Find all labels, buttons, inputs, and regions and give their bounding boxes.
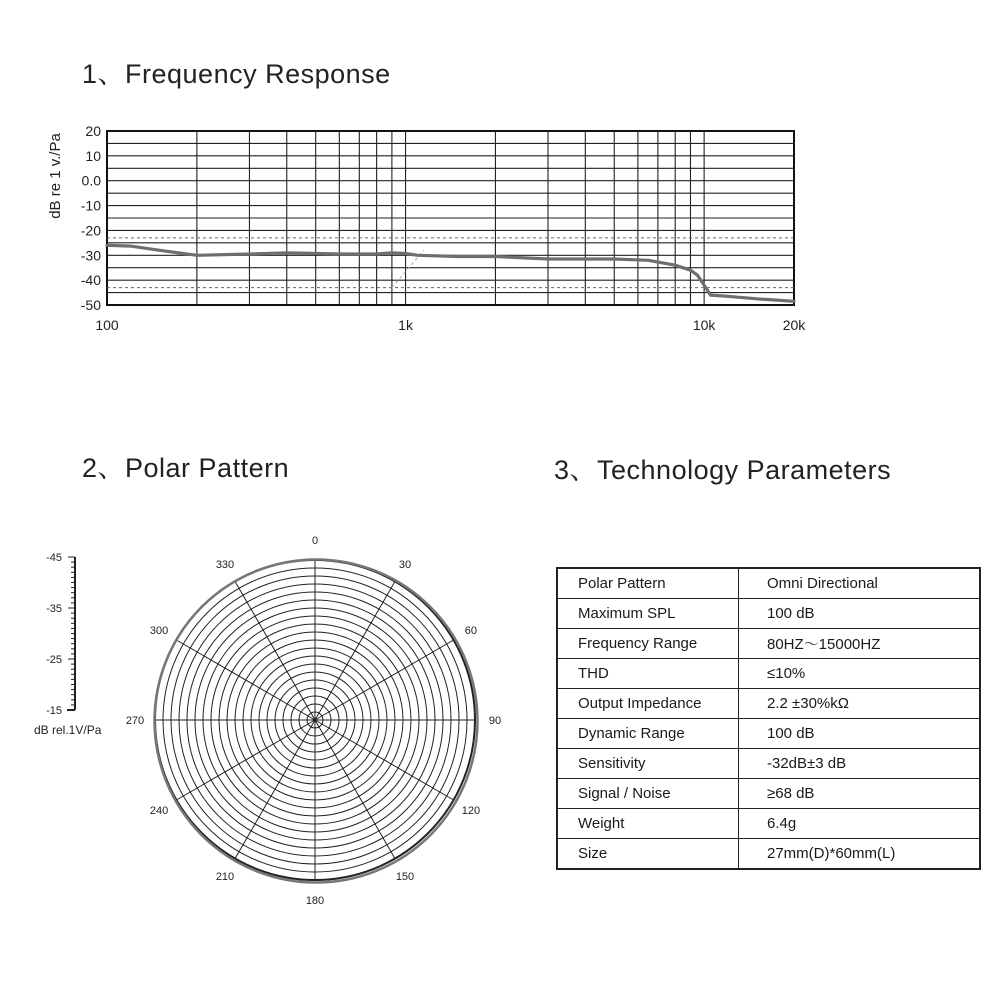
parameter-value: 6.4g (739, 809, 981, 839)
parameter-value: 100 dB (739, 719, 981, 749)
polar-spoke (235, 720, 315, 859)
parameter-value: ≤10% (739, 659, 981, 689)
scale-tick-label: -45 (46, 552, 62, 564)
x-tick-label: 10k (692, 317, 716, 333)
y-tick-label: -10 (80, 197, 101, 214)
parameter-label: Size (557, 839, 739, 870)
polar-spoke (315, 640, 454, 720)
scale-unit-label: dB rel.1V/Pa (34, 723, 102, 737)
parameter-label: Sensitivity (557, 749, 739, 779)
parameter-row (557, 719, 980, 749)
technology-parameters-title: 3、Technology Parameters (554, 455, 892, 485)
parameter-row (557, 659, 980, 689)
parameter-row (557, 689, 980, 719)
parameter-row (557, 839, 980, 870)
polar-spoke (315, 581, 395, 720)
polar-spoke (176, 720, 315, 800)
parameter-value: 80HZ～15000HZ (739, 629, 981, 659)
y-tick-label: -20 (80, 222, 101, 239)
y-tick-label: 10 (85, 147, 101, 164)
polar-spoke (315, 720, 395, 859)
polar-angle-label: 90 (488, 715, 502, 727)
polar-spoke (235, 581, 315, 720)
polar-angle-label: 120 (461, 805, 481, 817)
y-tick-label: -30 (80, 247, 101, 264)
polar-pattern-title: 2、Polar Pattern (82, 453, 290, 483)
polar-angle-label: 180 (305, 895, 325, 907)
polar-angle-label: 240 (149, 805, 169, 817)
frequency-response-chart (0, 0, 1000, 360)
frequency-response-title: 1、Frequency Response (82, 59, 391, 89)
parameter-label: Maximum SPL (557, 599, 739, 629)
parameter-label: Output Impedance (557, 689, 739, 719)
parameter-label: Frequency Range (557, 629, 739, 659)
parameter-row (557, 809, 980, 839)
parameter-label: Dynamic Range (557, 719, 739, 749)
parameter-row (557, 629, 980, 659)
polar-angle-label: 30 (398, 559, 412, 572)
parameter-label: Polar Pattern (557, 568, 739, 599)
parameter-row (557, 779, 980, 809)
scale-tick-label: -15 (46, 705, 62, 717)
polar-pattern-chart (0, 530, 540, 920)
scale-tick-label: -25 (46, 654, 62, 666)
polar-angle-label: 0 (311, 535, 319, 547)
parameter-value: Omni Directional (739, 568, 981, 599)
scale-tick-label: -35 (46, 603, 62, 615)
polar-angle-label: 150 (395, 870, 415, 883)
polar-angle-label: 60 (464, 625, 478, 637)
x-tick-label: 100 (95, 317, 119, 333)
parameter-row (557, 749, 980, 779)
x-tick-label: 1k (398, 317, 413, 333)
parameter-value: 2.2 ±30%kΩ (739, 689, 981, 719)
polar-angle-label: 270 (125, 715, 145, 727)
parameter-label: THD (557, 659, 739, 689)
y-tick-label: -50 (80, 297, 101, 313)
parameter-value: -32dB±3 dB (739, 749, 981, 779)
y-axis-label: dB re 1 v./Pa (47, 133, 64, 219)
parameter-value: 100 dB (739, 599, 981, 629)
parameter-label: Weight (557, 809, 739, 839)
parameter-value: 27mm(D)*60mm(L) (739, 839, 981, 870)
polar-angle-label: 300 (149, 625, 169, 637)
parameter-value: ≥68 dB (739, 779, 981, 809)
parameter-label: Signal / Noise (557, 779, 739, 809)
parameter-row (557, 568, 980, 599)
technology-parameters-table (556, 567, 981, 870)
y-tick-label: -40 (80, 272, 101, 289)
y-tick-label: 0.0 (81, 172, 101, 189)
x-tick-label: 20k (782, 317, 806, 333)
polar-spoke (176, 640, 315, 720)
polar-angle-label: 210 (215, 870, 235, 883)
parameter-row (557, 599, 980, 629)
y-tick-label: 20 (85, 123, 101, 139)
polar-angle-label: 330 (215, 559, 235, 572)
polar-spoke (315, 720, 454, 800)
